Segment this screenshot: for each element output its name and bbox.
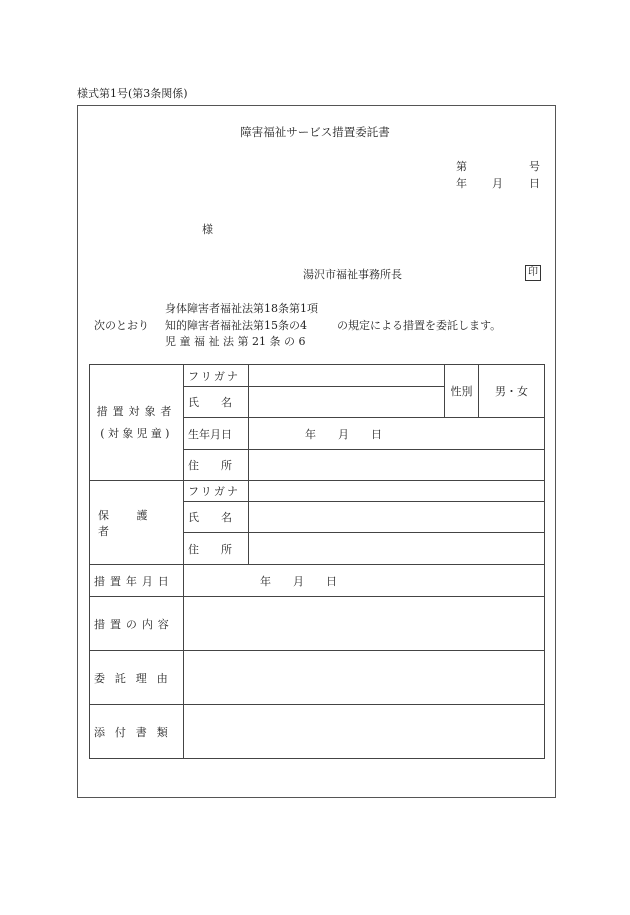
seal-mark [525,265,541,281]
guardian-address-label: 住 所 [184,533,249,565]
guardian-address-field[interactable] [249,533,545,565]
subject-name-field[interactable] [249,387,445,418]
guardian-name-label: 氏 名 [184,502,249,533]
subject-furigana-field[interactable] [249,365,445,387]
intro-suffix: の規定による措置を委託します。 [337,319,502,332]
subject-label-cell [90,365,184,481]
date-day: 日 [529,177,540,190]
measure-content-field[interactable] [184,597,545,651]
seal-text: 印 [525,265,541,281]
date-month: 月 [492,177,503,190]
guardian-furigana-field[interactable] [249,481,545,502]
form-label: 様式第1号(第3条関係) [77,87,188,100]
law-line-3: 児 童 福 祉 法 第 21 条 の 6 [165,335,306,348]
law-line-1: 身体障害者福祉法第18条第1項 [165,302,318,315]
number-prefix: 第 [456,160,467,173]
measure-date-label: 措置年月日 [90,565,184,597]
reason-field[interactable] [184,651,545,705]
measure-date-field[interactable]: 年 月 日 [184,565,545,597]
subject-label: 措置対象者 [96,404,177,418]
reason-label: 委託理由 [90,651,184,705]
subject-address-field[interactable] [249,450,545,481]
measure-content-label: 措置の内容 [90,597,184,651]
attachments-label: 添付書類 [90,705,184,759]
addressee-suffix: 様 [202,223,213,236]
law-line-2: 知的障害者福祉法第15条の4 [165,319,307,332]
birthdate-label: 生年月日 [184,418,249,450]
guardian-name-field[interactable] [249,502,545,533]
gender-label: 性別 [445,365,479,418]
furigana-label: フリガナ [184,365,249,387]
document-title: 障害福祉サービス措置委託書 [240,125,390,139]
guardian-label: 保 護 者 [90,481,184,565]
subject-sublabel: (対象児童) [100,426,173,440]
gender-field[interactable]: 男・女 [479,365,545,418]
date-year: 年 [456,177,467,190]
subject-address-label: 住 所 [184,450,249,481]
attachments-field[interactable] [184,705,545,759]
birthdate-field[interactable]: 年 月 日 [249,418,545,450]
measure-table [89,364,545,759]
guardian-furigana-label: フリガナ [184,481,249,502]
number-suffix: 号 [529,160,540,173]
name-label: 氏 名 [184,387,249,418]
issuer-name: 湯沢市福祉事務所長 [303,268,402,281]
intro-prefix: 次のとおり [94,319,149,332]
